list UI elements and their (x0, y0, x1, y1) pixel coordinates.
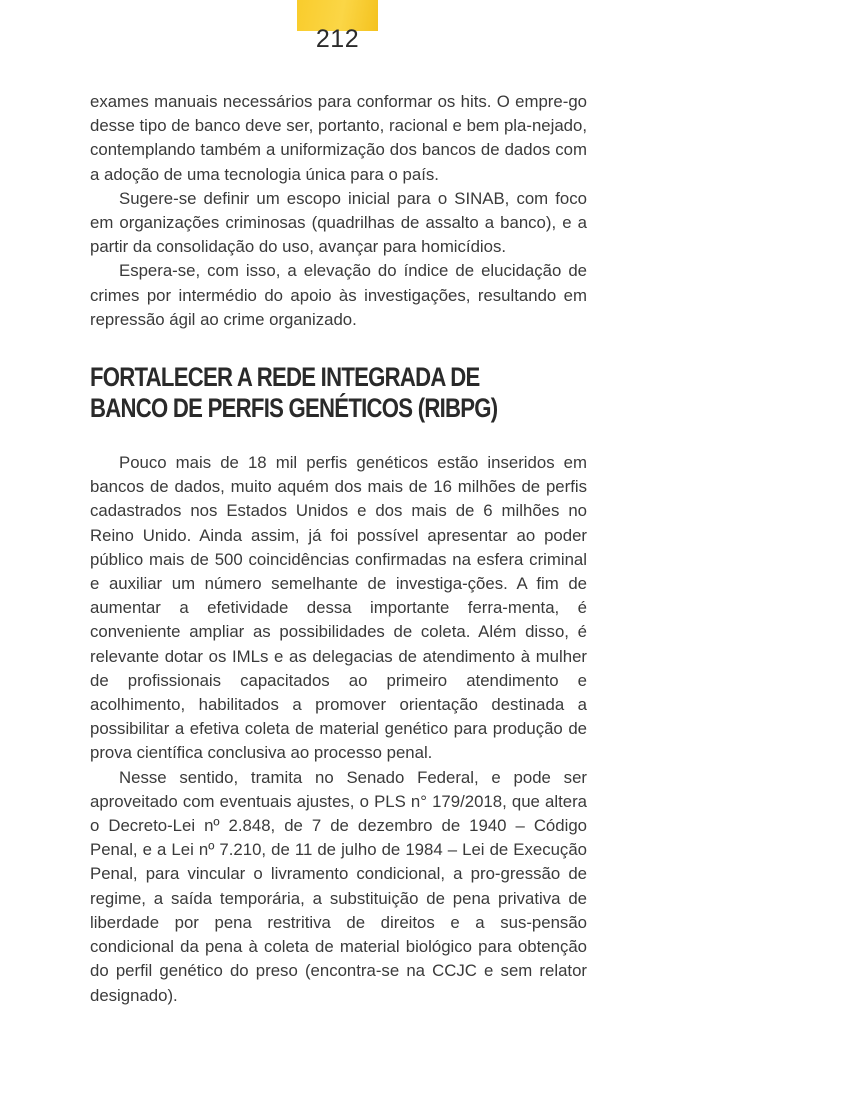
page-number: 212 (315, 25, 360, 53)
section-paragraph-2: Nesse sentido, tramita no Senado Federal, e pode ser aproveitado com eventuais ajustes, o PLS n° 179/2018, que altera o Decreto-Lei nº 2.848, de 7 de dezembro de 1940 – Código Penal, e a Lei nº 7.210, de 11 de julho de 1984 – Lei de Execução Penal, para vincular o livramento condicional, a pro-gressão de regime, a saída temporária, a substituição de pena privativa de liberdade por pena restritiva de direitos e a sus-pensão condicional da pena à coleta de material biológico para obtenção do perfil genético do preso (encontra-se na CCJC e sem relator designado). (90, 767, 587, 1005)
section-heading-line-2: BANCO DE PERFIS GENÉTICOS (RIBPG) (90, 393, 498, 424)
section-heading-line-1: FORTALECER A REDE INTEGRADA DE (90, 362, 480, 393)
intro-paragraph-2: Sugere-se definir um escopo inicial para o SINAB, com foco em organizações criminosas (quadrilhas de assalto a banco), e a partir da consolidação do uso, avançar para homicídios. (90, 188, 587, 257)
page-content (90, 90, 587, 1008)
section-paragraph-1: Pouco mais de 18 mil perfis genéticos estão inseridos em bancos de dados, muito aquém dos mais de 16 milhões de perfis cadastrados nos Estados Unidos e dos mais de 6 milhões no Reino Unido. Ainda assim, já foi possível apresentar ao poder público mais de 500 coincidências confirmadas na esfera criminal e auxiliar um número semelhante de investiga-ções. A fim de aumentar a efetividade dessa importante ferra-menta, é conveniente ampliar as possibilidades de coleta. Além disso, é relevante dotar os IMLs e as delegacias de atendimento à mulher de profissionais capacitados ao primeiro atendimento e acolhimento, habilitados a promover orientação destinada a possibilitar a efetiva coleta de material genético para produção de prova científica conclusiva ao processo penal. (90, 453, 587, 763)
intro-paragraph-1: exames manuais necessários para conformar os hits. O empre-go desse tipo de banco deve ser, portanto, racional e bem pla-nejado, contemplando também a uniformização dos bancos de dados com a adoção de uma tecnologia única para o país. (90, 92, 587, 184)
intro-paragraph-3: Espera-se, com isso, a elevação do índice de elucidação de crimes por intermédio do apoio às investigações, resultando em repressão ágil ao crime organizado. (90, 261, 587, 329)
section-heading (90, 362, 587, 424)
